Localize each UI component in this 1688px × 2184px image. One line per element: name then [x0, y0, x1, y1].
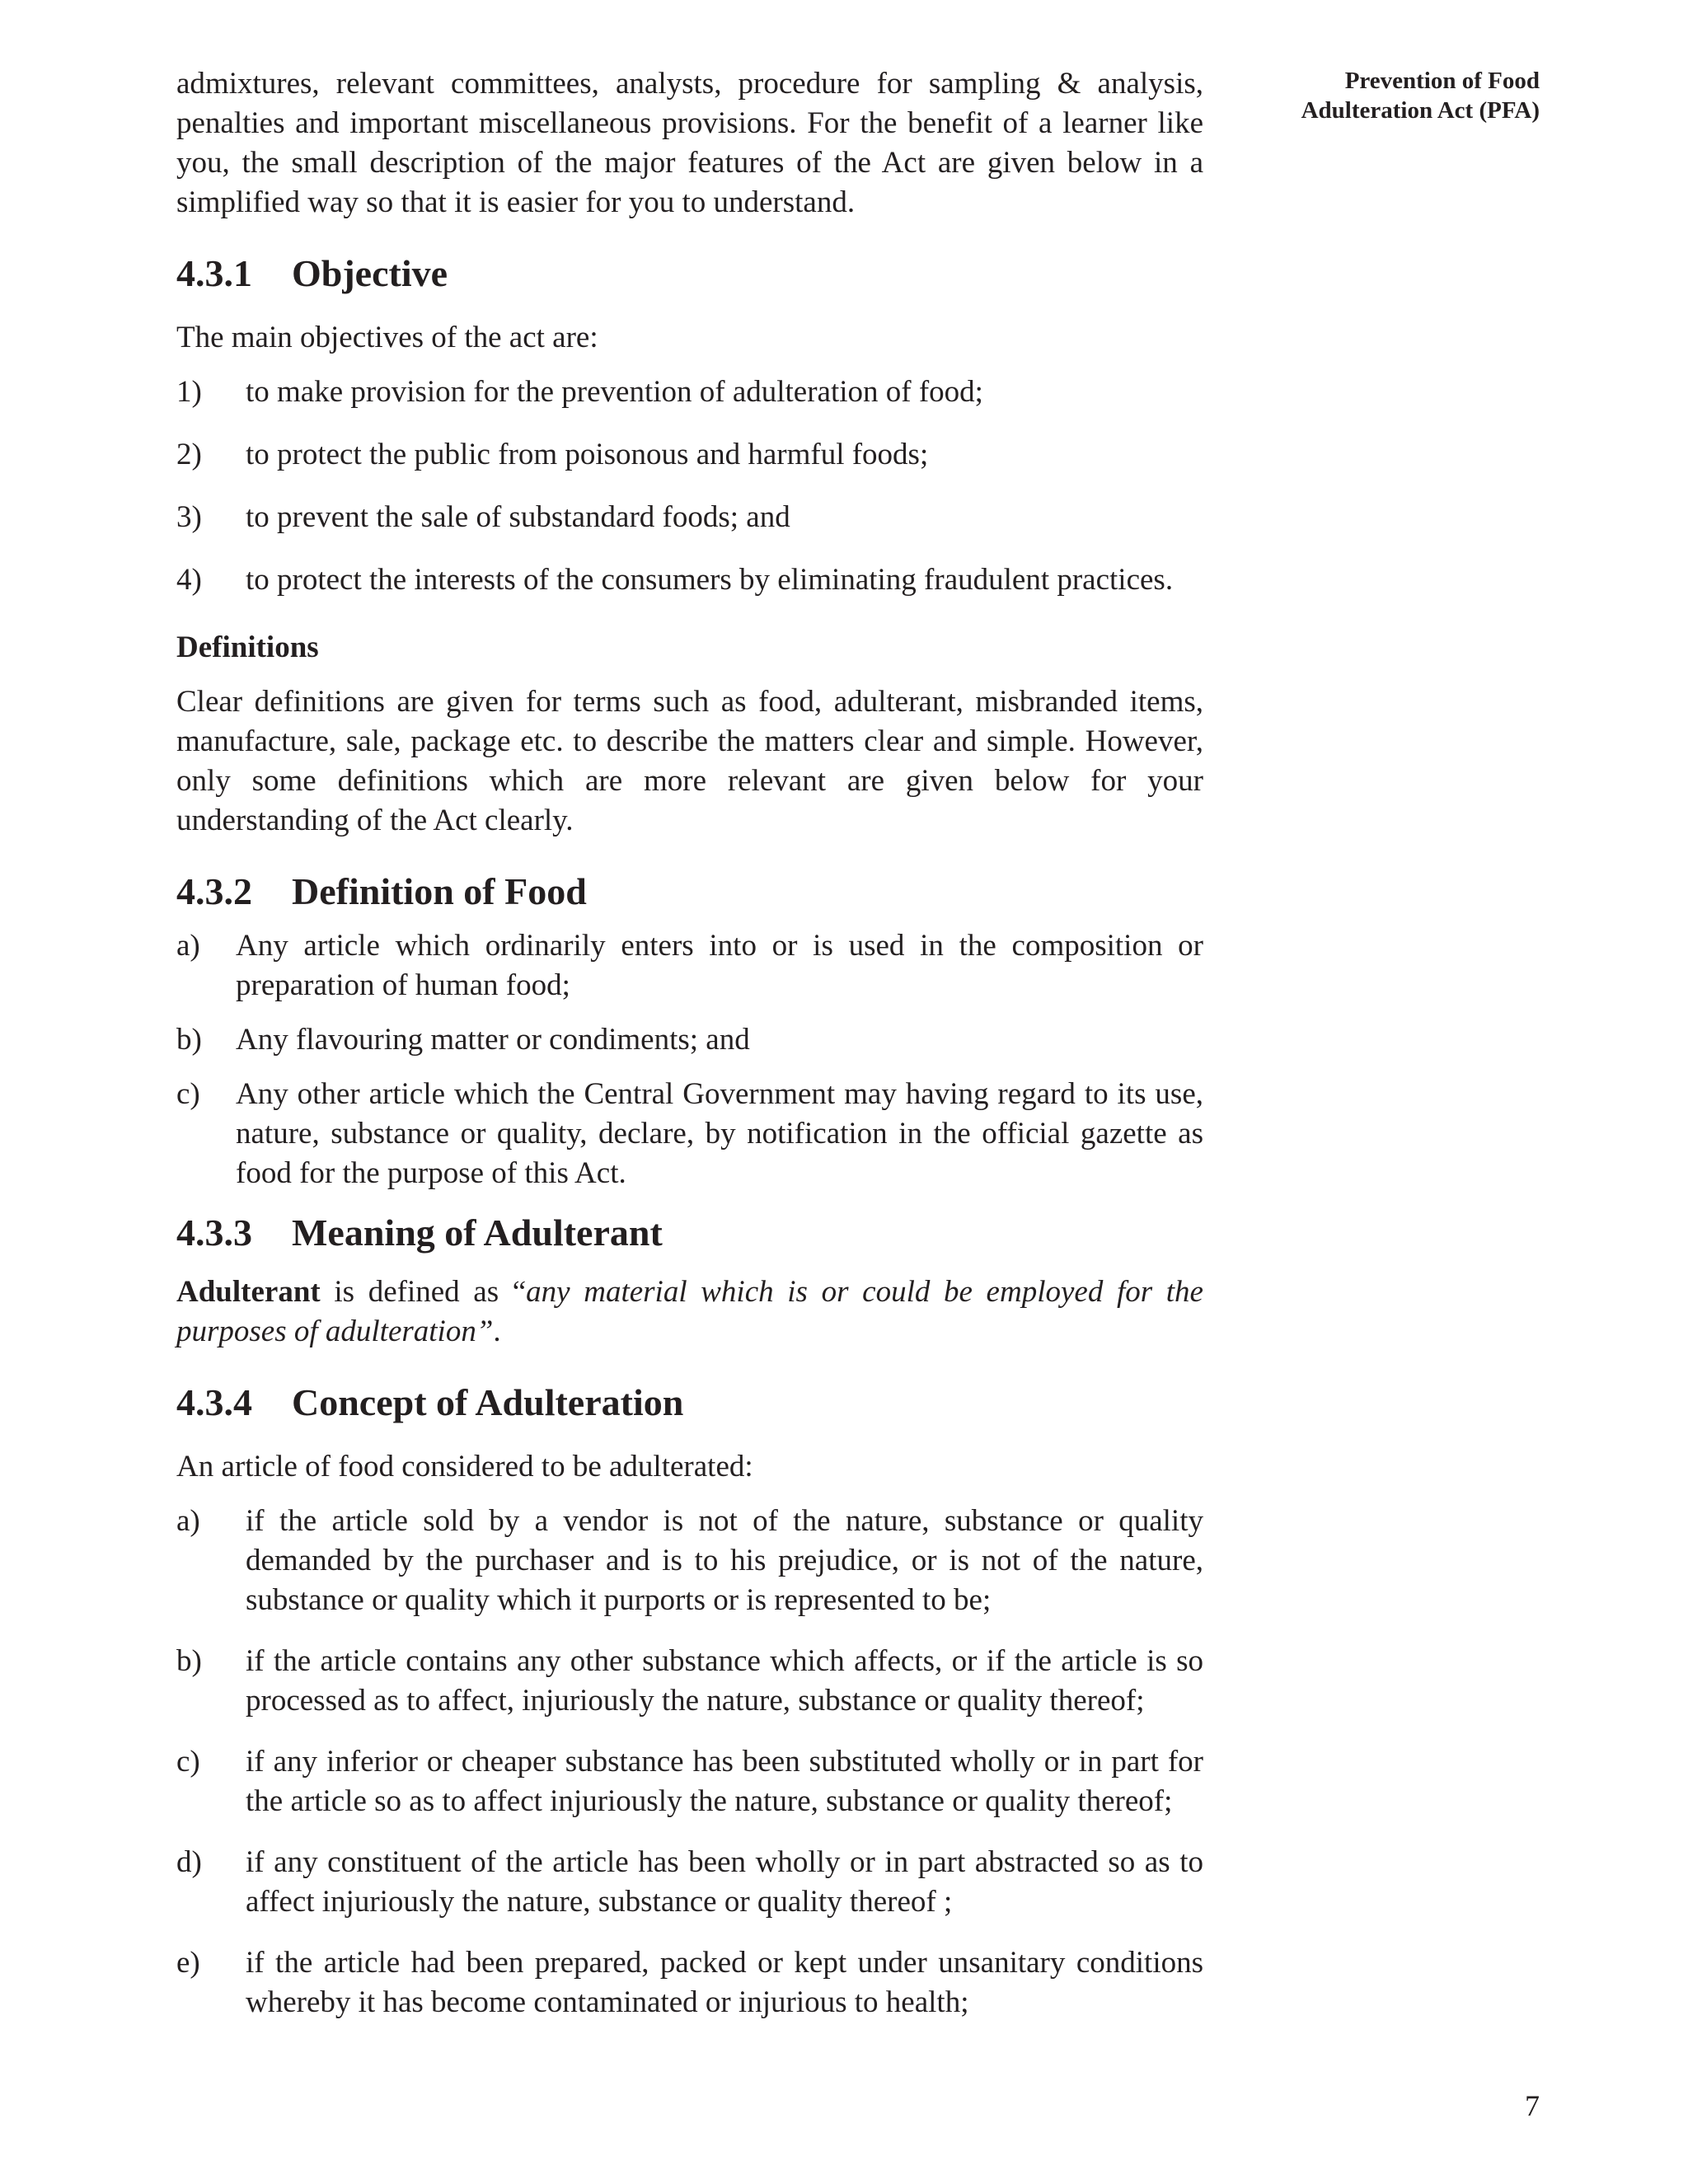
- list-item: [176, 1020, 1203, 1060]
- list-marker: 1): [176, 375, 202, 409]
- intro-paragraph: admixtures, relevant committees, analysts, procedure for sampling & analysis, penalties and important miscellaneous provisions. For the benefit of a learner like you, the small description of the major features of the Act are given below in a simplified way so that it is easier for you to understand.: [176, 67, 1203, 219]
- list-marker: 3): [176, 500, 202, 534]
- section-heading-food: [176, 869, 1203, 915]
- list-item: [176, 1502, 1203, 1620]
- list-item-text: Any article which ordinarily enters into or is used in the composition or preparation of human food;: [236, 929, 1203, 1002]
- list-item-text: to protect the public from poisonous and harmful foods;: [246, 438, 929, 471]
- list-item-text: if any constituent of the article has been wholly or in part abstracted so as to affect injuriously the nature, substance or quality thereof ;: [246, 1845, 1203, 1919]
- section-title: Concept of Adulteration: [292, 1381, 684, 1423]
- list-item: [176, 1075, 1203, 1193]
- adulterant-end: .: [493, 1315, 501, 1348]
- food-definition-list: [176, 926, 1203, 1193]
- running-header-line-1: Prevention of Food: [1344, 68, 1540, 94]
- section-number: 4.3.4: [176, 1381, 252, 1423]
- list-item-text: Any flavouring matter or condiments; and: [236, 1023, 750, 1057]
- section-heading-objective: [176, 251, 1203, 297]
- section-number: 4.3.3: [176, 1212, 252, 1254]
- section-heading-adulterant: [176, 1210, 1203, 1256]
- list-item-text: to protect the interests of the consumers by eliminating fraudulent practices.: [246, 563, 1174, 597]
- concept-list: [176, 1502, 1203, 2022]
- list-item: [176, 560, 1203, 600]
- section-number: 4.3.1: [176, 252, 252, 294]
- list-marker: b): [176, 1023, 202, 1057]
- section-heading-concept: [176, 1380, 1203, 1426]
- objective-lead: The main objectives of the act are:: [176, 321, 598, 354]
- adulterant-term: Adulterant: [176, 1275, 321, 1309]
- list-item: [176, 373, 1203, 412]
- list-item: [176, 926, 1203, 1005]
- section-title: Meaning of Adulterant: [292, 1212, 663, 1254]
- list-item: [176, 1843, 1203, 1922]
- adulterant-quote: any material which is or could be employed for the purposes of adulteration”: [176, 1275, 1203, 1348]
- page-number: 7: [1525, 2089, 1540, 2122]
- list-marker: 2): [176, 438, 202, 471]
- section-number: 4.3.2: [176, 870, 252, 912]
- main-content: [176, 64, 1203, 2022]
- list-item: [176, 1943, 1203, 2022]
- list-marker: d): [176, 1845, 202, 1879]
- list-marker: c): [176, 1745, 200, 1779]
- list-item-text: Any other article which the Central Government may having regard to its use, nature, substance or quality, declare, by notification in the official gazette as food for the purpose of this Act.: [236, 1077, 1203, 1190]
- list-item-text: to make provision for the prevention of adulteration of food;: [246, 375, 983, 409]
- list-item-text: if the article sold by a vendor is not of the nature, substance or quality demanded by the purchaser and is to his prejudice, or is not of the nature, substance or quality which it purports or is represented to be;: [246, 1504, 1203, 1617]
- list-marker: a): [176, 1504, 200, 1538]
- objective-list: [176, 373, 1203, 600]
- definitions-paragraph: Clear definitions are given for terms such as food, adulterant, misbranded items, manufacture, sale, package etc. to describe the matters clear and simple. However, only some definitions which are more relevant are given below for your understanding of the Act clearly.: [176, 685, 1203, 837]
- list-item: [176, 1742, 1203, 1821]
- section-title: Definition of Food: [292, 870, 587, 912]
- list-item: [176, 435, 1203, 475]
- list-item-text: if any inferior or cheaper substance has been substituted wholly or in part for the article so as to affect injuriously the nature, substance or quality thereof;: [246, 1745, 1203, 1818]
- list-item-text: if the article had been prepared, packed or kept under unsanitary conditions whereby it has become contaminated or injurious to health;: [246, 1946, 1203, 2019]
- list-marker: b): [176, 1644, 202, 1678]
- list-marker: 4): [176, 563, 202, 597]
- list-item: [176, 1642, 1203, 1721]
- definitions-heading: Definitions: [176, 630, 319, 664]
- list-marker: a): [176, 929, 200, 963]
- section-title: Objective: [292, 252, 448, 294]
- list-item-text: if the article contains any other substance which affects, or if the article is so processed as to affect, injuriously the nature, substance or quality thereof;: [246, 1644, 1203, 1718]
- list-item: [176, 498, 1203, 537]
- list-marker: e): [176, 1946, 200, 1980]
- running-header-line-2: Adulteration Act (PFA): [1301, 97, 1540, 124]
- concept-lead: An article of food considered to be adulterated:: [176, 1450, 753, 1483]
- list-marker: c): [176, 1077, 200, 1111]
- running-header: [1193, 66, 1540, 125]
- adulterant-connector: is defined as “: [320, 1275, 527, 1309]
- adulterant-definition: [176, 1272, 1203, 1352]
- list-item-text: to prevent the sale of substandard foods; and: [246, 500, 790, 534]
